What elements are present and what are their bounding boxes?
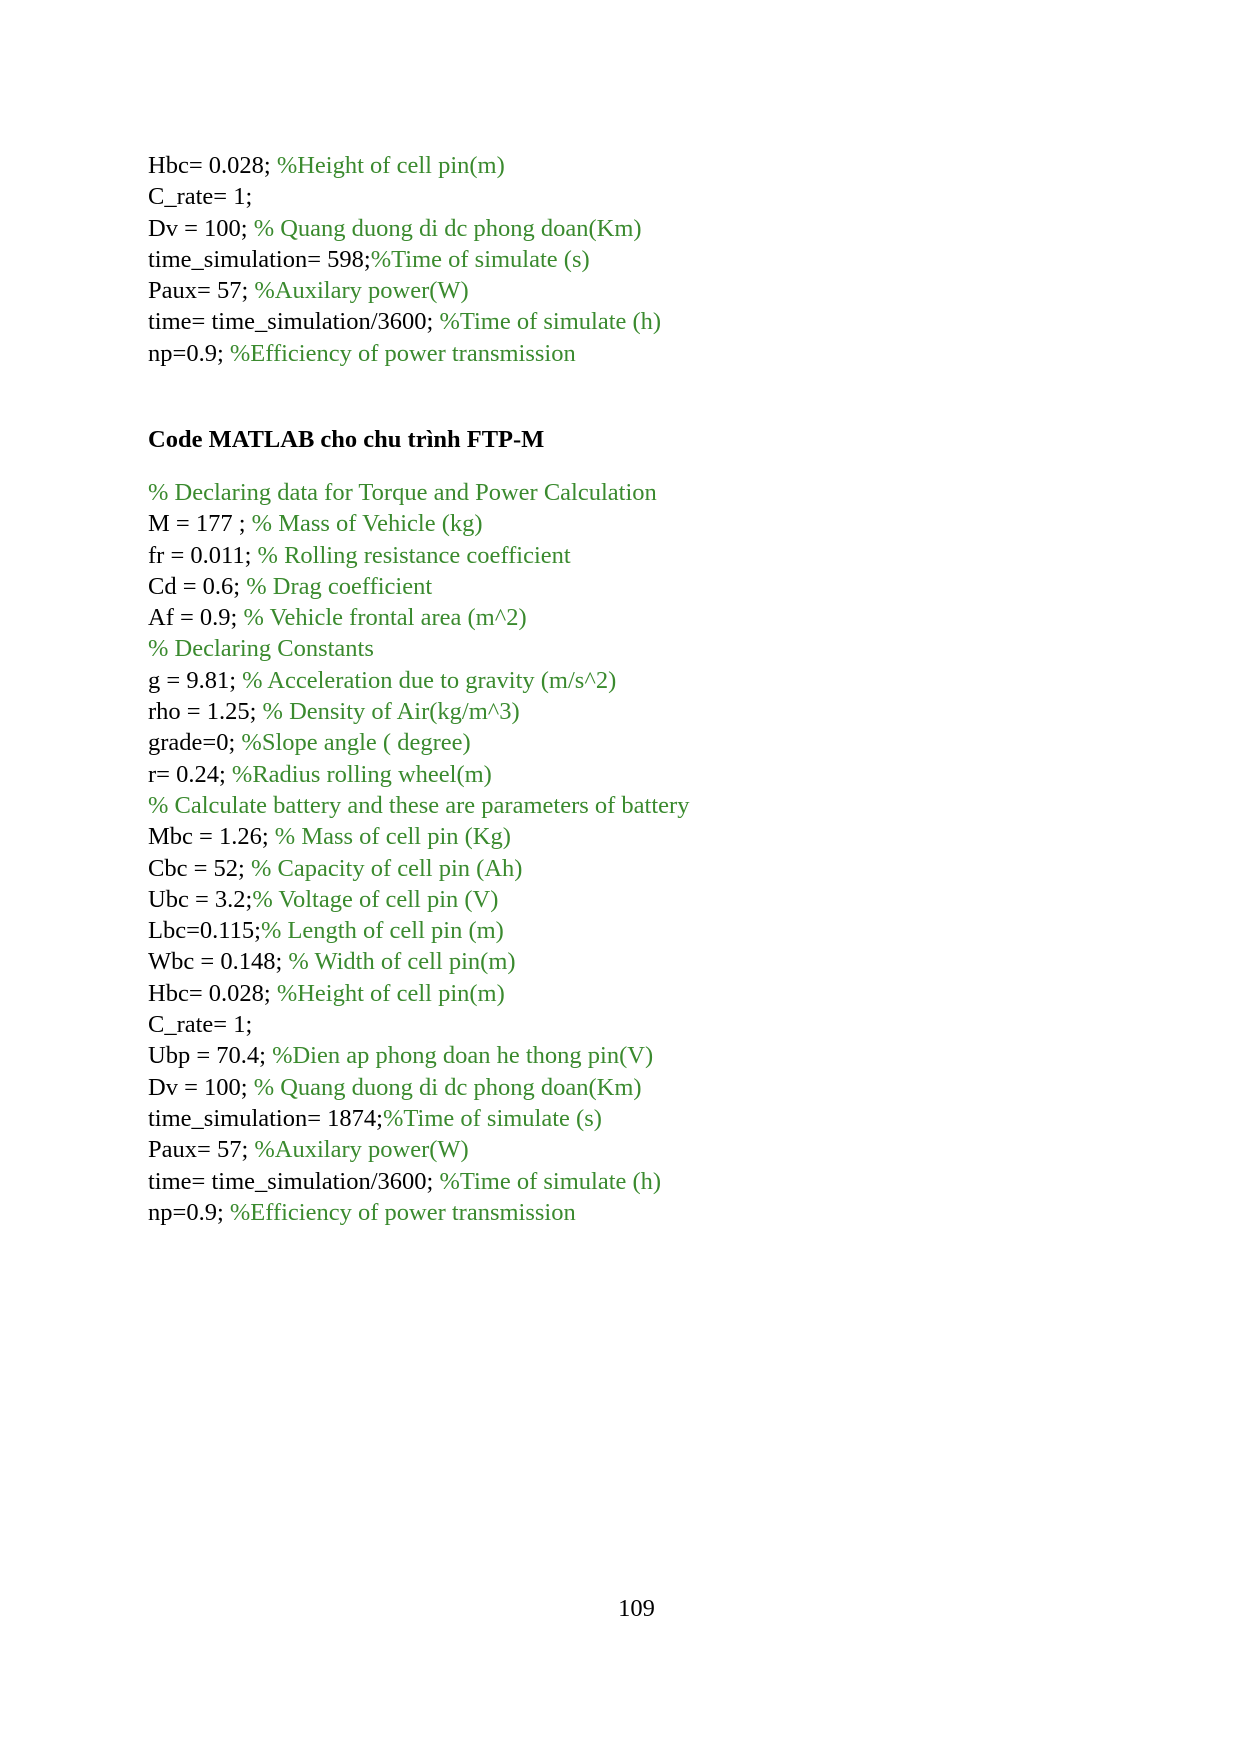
code-line bbox=[148, 727, 689, 758]
code-text: C_rate= 1; bbox=[148, 1011, 253, 1039]
code-line bbox=[148, 1040, 689, 1071]
code-text: Paux= 57; bbox=[148, 277, 255, 305]
code-comment: % Declaring data for Torque and Power Calculation bbox=[148, 479, 657, 506]
code-text: Ubp = 70.4; bbox=[148, 1042, 273, 1070]
code-line bbox=[148, 884, 689, 915]
code-comment: % Quang duong di dc phong doan(Km) bbox=[253, 1073, 642, 1101]
code-line bbox=[148, 508, 689, 539]
code-text: Ubc = 3.2; bbox=[148, 885, 253, 913]
code-line bbox=[148, 665, 689, 696]
code-line bbox=[148, 946, 689, 977]
code-text: Cd = 0.6; bbox=[148, 572, 247, 600]
code-line bbox=[148, 338, 661, 369]
code-line bbox=[148, 853, 689, 884]
code-text: time_simulation= 598; bbox=[148, 245, 371, 273]
code-text: Wbc = 0.148; bbox=[148, 948, 289, 976]
code-comment: %Efficiency of power transmission bbox=[229, 339, 576, 367]
code-text: grade=0; bbox=[148, 729, 242, 757]
code-comment: % Declaring Constants bbox=[148, 635, 374, 663]
code-comment: % Rolling resistance coefficient bbox=[257, 541, 571, 569]
code-text: C_rate= 1; bbox=[148, 183, 253, 211]
code-comment: %Time of simulate (h) bbox=[439, 308, 662, 336]
code-line bbox=[148, 275, 661, 306]
code-comment: %Height of cell pin(m) bbox=[276, 979, 505, 1007]
code-line bbox=[148, 181, 661, 212]
code-text: Dv = 100; bbox=[148, 1073, 254, 1101]
code-line bbox=[148, 477, 689, 508]
code-text: Hbc= 0.028; bbox=[148, 152, 277, 179]
code-line bbox=[148, 1103, 689, 1134]
code-line bbox=[148, 1197, 689, 1228]
code-text: np=0.9; bbox=[148, 339, 230, 367]
code-comment: %Time of simulate (s) bbox=[370, 245, 590, 273]
code-comment: %Auxilary power(W) bbox=[254, 1136, 469, 1164]
code-comment: %Efficiency of power transmission bbox=[229, 1198, 576, 1226]
code-text: r= 0.24; bbox=[148, 760, 232, 788]
code-line bbox=[148, 540, 689, 571]
code-line bbox=[148, 150, 661, 181]
code-text: Cbc = 52; bbox=[148, 854, 251, 882]
code-block-ftp-m bbox=[148, 477, 689, 1228]
code-line bbox=[148, 571, 689, 602]
code-comment: % Density of Air(kg/m^3) bbox=[262, 698, 520, 726]
code-comment: % Acceleration due to gravity (m/s^2) bbox=[242, 666, 617, 694]
code-comment: %Time of simulate (s) bbox=[383, 1104, 602, 1132]
code-line bbox=[148, 978, 689, 1009]
code-text: rho = 1.25; bbox=[148, 698, 263, 726]
code-line bbox=[148, 790, 689, 821]
code-text: M = 177 ; bbox=[148, 510, 252, 538]
code-comment: %Height of cell pin(m) bbox=[276, 152, 505, 179]
code-comment: % Mass of cell pin (Kg) bbox=[274, 823, 511, 851]
code-line bbox=[148, 1134, 689, 1165]
code-comment: % Calculate battery and these are parameters of battery bbox=[148, 791, 690, 819]
code-comment: %Radius rolling wheel(m) bbox=[231, 760, 492, 788]
code-line bbox=[148, 633, 689, 664]
page-number: 109 bbox=[618, 1595, 655, 1622]
code-line bbox=[148, 821, 689, 852]
code-text: fr = 0.011; bbox=[148, 541, 258, 569]
code-line bbox=[148, 759, 689, 790]
code-comment: % Width of cell pin(m) bbox=[288, 948, 516, 976]
code-line bbox=[148, 306, 661, 337]
code-text: np=0.9; bbox=[148, 1198, 230, 1226]
code-line bbox=[148, 696, 689, 727]
code-comment: % Quang duong di dc phong doan(Km) bbox=[253, 214, 642, 242]
code-comment: % Vehicle frontal area (m^2) bbox=[243, 604, 527, 632]
code-text: Paux= 57; bbox=[148, 1136, 255, 1164]
code-line bbox=[148, 1009, 689, 1040]
code-line bbox=[148, 1166, 689, 1197]
code-comment: %Slope angle ( degree) bbox=[241, 729, 471, 757]
code-text: Lbc=0.115; bbox=[148, 917, 261, 945]
code-block-top bbox=[148, 150, 661, 369]
section-heading: Code MATLAB cho chu trình FTP-M bbox=[148, 426, 545, 453]
code-comment: % Mass of Vehicle (kg) bbox=[251, 510, 483, 538]
code-text: time= time_simulation/3600; bbox=[148, 1167, 440, 1195]
code-text: time= time_simulation/3600; bbox=[148, 308, 440, 336]
code-text: Hbc= 0.028; bbox=[148, 979, 277, 1007]
code-comment: %Auxilary power(W) bbox=[254, 277, 469, 305]
code-comment: % Capacity of cell pin (Ah) bbox=[250, 854, 523, 882]
code-comment: % Drag coefficient bbox=[246, 572, 433, 600]
code-line bbox=[148, 1072, 689, 1103]
code-line bbox=[148, 602, 689, 633]
code-line bbox=[148, 244, 661, 275]
code-text: Af = 0.9; bbox=[148, 604, 244, 632]
code-text: time_simulation= 1874; bbox=[148, 1104, 383, 1132]
code-line bbox=[148, 213, 661, 244]
code-comment: %Dien ap phong doan he thong pin(V) bbox=[272, 1042, 654, 1070]
code-text: Mbc = 1.26; bbox=[148, 823, 275, 851]
code-line bbox=[148, 915, 689, 946]
code-text: Dv = 100; bbox=[148, 214, 254, 242]
code-comment: %Time of simulate (h) bbox=[439, 1167, 662, 1195]
code-comment: % Length of cell pin (m) bbox=[260, 917, 504, 945]
code-comment: % Voltage of cell pin (V) bbox=[252, 885, 499, 913]
code-text: g = 9.81; bbox=[148, 666, 243, 694]
